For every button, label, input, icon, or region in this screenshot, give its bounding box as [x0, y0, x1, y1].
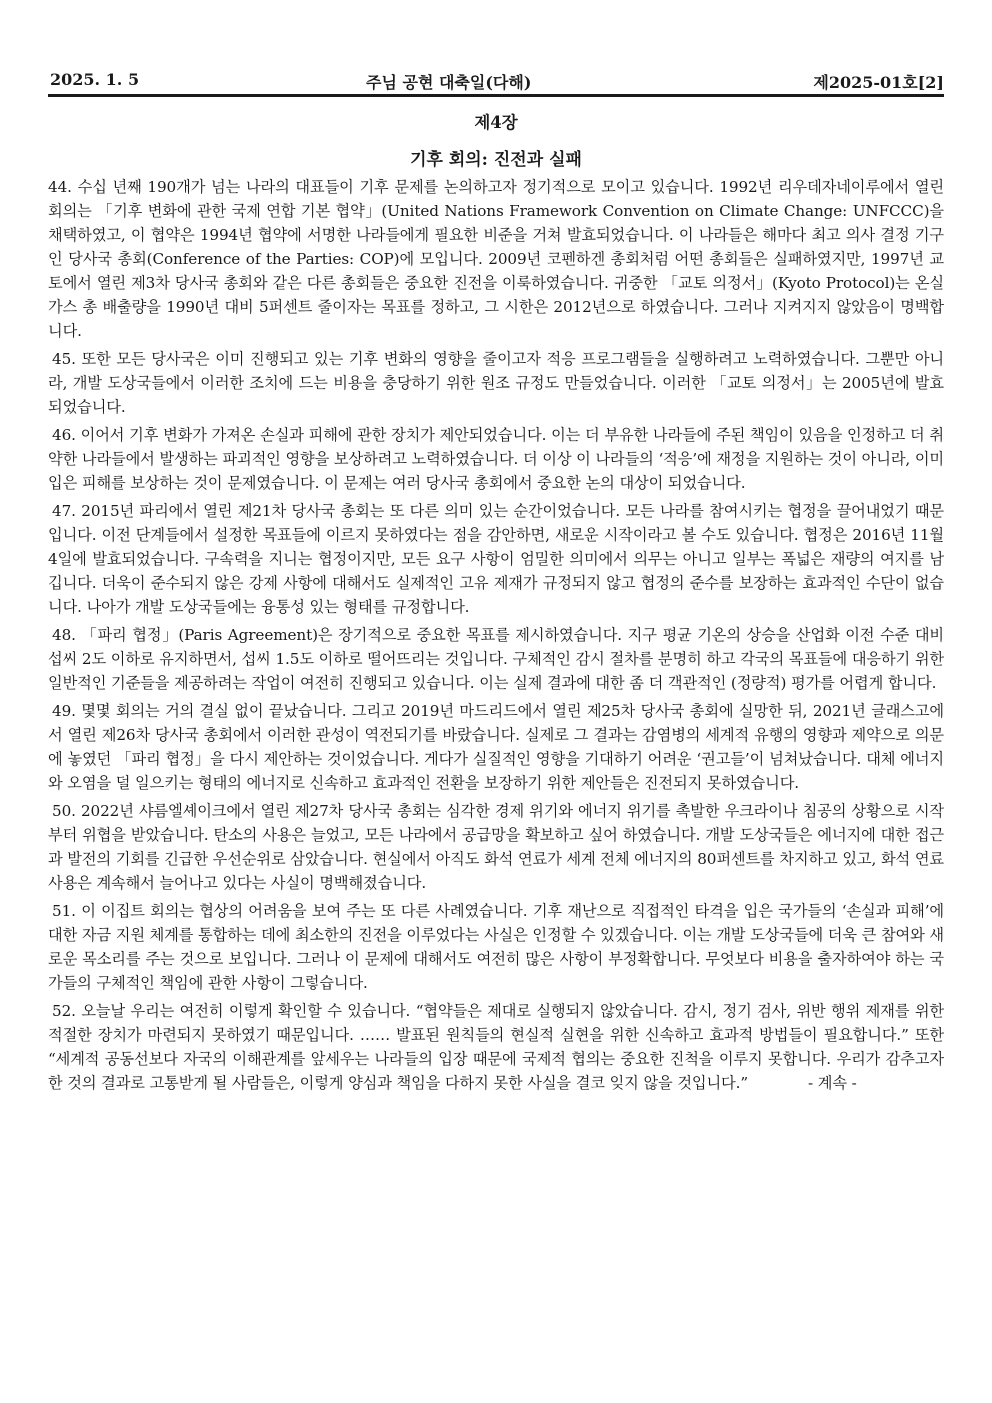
paragraph-44: 44. 수십 년째 190개가 넘는 나라의 대표들이 기후 문제를 논의하고자 정기적으로 모이고 있습니다. 1992년 리우데자네이루에서 열린 회의는 「기후 변화에 관한 국제 연합 기본 협약」(United Nations Framework Convention on Climate Change: UNFCCC)을 채택하였고, 이 협약은 1994년 협약에 서명한 나라들에게 필요한 비준을 거쳐 발효되었습니다. 이 나라들은 해마다 최고 의사 결정 기구인 당사국 총회(Conference of the Parties: COP)에 모입니다. 2009년 코펜하겐 총회처럼 어떤 총회들은 실패하였지만, 1997년 교토에서 열린 제3차 당사국 총회와 같은 다른 총회들은 중요한 진전을 이룩하였습니다. 귀중한 「교토 의정서」(Kyoto Protocol)는 온실가스 총 배출량을 1990년 대비 5퍼센트 줄이자는 목표를 정하고, 그 시한은 2012년으로 하였습니다. 그러나 지켜지지 않았음이 명백합니다.	[48, 178, 944, 340]
paragraph-45: 45. 또한 모든 당사국은 이미 진행되고 있는 기후 변화의 영향을 줄이고자 적응 프로그램들을 실행하려고 노력하였습니다. 그뿐만 아니라, 개발 도상국들에서 이러한 조치에 드는 비용을 충당하기 위한 원조 규정도 만들었습니다. 이러한 「교토 의정서」는 2005년에 발효되었습니다.	[48, 350, 944, 416]
header-issue-number: 제2025-01호[2]	[813, 73, 944, 92]
header-title: 주님 공현 대축일(다해)	[366, 73, 532, 92]
continued-marker: - 계속 -	[808, 1074, 857, 1092]
chapter-heading: 제4장	[474, 113, 518, 132]
bulletin-page	[48, 68, 944, 1099]
bulletin-header	[48, 68, 944, 97]
paragraph-52	[48, 999, 944, 1095]
paragraph-46: 46. 이어서 기후 변화가 가져온 손실과 피해에 관한 장치가 제안되었습니다. 이는 더 부유한 나라들에 주된 책임이 있음을 인정하고 더 취약한 나라들에서 발생하는 파괴적인 영향을 보상하려고 노력하였습니다. 더 이상 이 나라들의 ‘적응’에 재정을 지원하는 것이 아니라, 이미 입은 피해를 보상하는 것이 문제였습니다. 이 문제는 여러 당사국 총회에서 중요한 논의 대상이 되었습니다.	[48, 426, 944, 492]
paragraph-47: 47. 2015년 파리에서 열린 제21차 당사국 총회는 또 다른 의미 있는 순간이었습니다. 모든 나라를 참여시키는 협정을 끌어내었기 때문입니다. 이전 단계들에서 설정한 목표들에 이르지 못하였다는 점을 감안하면, 새로운 시작이라고 볼 수도 있습니다. 협정은 2016년 11월 4일에 발효되었습니다. 구속력을 지니는 협정이지만, 모든 요구 사항이 엄밀한 의미에서 의무는 아니고 일부는 폭넓은 재량의 여지를 남깁니다. 더욱이 준수되지 않은 강제 사항에 대해서도 실제적인 고유 제재가 규정되지 않고 협정의 준수를 보장하는 효과적인 수단이 없습니다. 나아가 개발 도상국들에는 융통성 있는 형태를 규정합니다.	[48, 502, 944, 616]
chapter-title: 기후 회의: 진전과 실패	[410, 150, 582, 170]
document-body	[48, 175, 944, 1095]
paragraph-52-text: 52. 오늘날 우리는 여전히 이렇게 확인할 수 있습니다. “협약들은 제대로 실행되지 않았습니다. 감시, 정기 검사, 위반 행위 제재를 위한 적절한 장치가 마련되지 못하였기 때문입니다. …… 발표된 원칙들의 현실적 실현을 위한 신속하고 효과적 방법들이 필요합니다.” 또한 “세계적 공동선보다 자국의 이해관계를 앞세우는 나라들의 입장 때문에 국제적 협의는 중요한 진척을 이루지 못합니다. 우리가 감추고자 한 것의 결과로 고통받게 될 사람들은, 이렇게 양심과 책임을 다하지 못한 사실을 결코 잊지 않을 것입니다.”	[48, 1002, 944, 1092]
paragraph-48: 48. 「파리 협정」(Paris Agreement)은 장기적으로 중요한 목표를 제시하였습니다. 지구 평균 기온의 상승을 산업화 이전 수준 대비 섭씨 2도 이하로 유지하면서, 섭씨 1.5도 이하로 떨어뜨리는 것입니다. 구체적인 감시 절차를 분명히 하고 각국의 목표들에 대응하기 위한 일반적인 기준들을 제공하려는 작업이 여전히 진행되고 있습니다. 이는 실제 결과에 대한 좀 더 객관적인 (정량적) 평가를 어렵게 합니다.	[48, 626, 944, 692]
paragraph-49: 49. 몇몇 회의는 거의 결실 없이 끝났습니다. 그리고 2019년 마드리드에서 열린 제25차 당사국 총회에 실망한 뒤, 2021년 글래스고에서 열린 제26차 당사국 총회에서 이러한 관성이 역전되기를 바랐습니다. 실제로 그 결과는 감염병의 세계적 유행의 영향과 제약으로 의문에 놓였던 「파리 협정」을 다시 제안하는 것이었습니다. 게다가 실질적인 영향을 기대하기 어려운 ‘권고들’이 넘쳐났습니다. 대체 에너지와 오염을 덜 일으키는 형태의 에너지로 신속하고 효과적인 전환을 보장하기 위한 제안들은 진전되지 못하였습니다.	[48, 702, 944, 792]
header-date: 2025. 1. 5	[50, 70, 140, 89]
paragraph-50: 50. 2022년 샤름엘셰이크에서 열린 제27차 당사국 총회는 심각한 경제 위기와 에너지 위기를 촉발한 우크라이나 침공의 상황으로 시작부터 위협을 받았습니다. 탄소의 사용은 늘었고, 모든 나라에서 공급망을 확보하고 싶어 하였습니다. 개발 도상국들은 에너지에 대한 접근과 발전의 기회를 긴급한 우선순위로 삼았습니다. 현실에서 아직도 화석 연료가 세계 전체 에너지의 80퍼센트를 차지하고 있고, 화석 연료 사용은 계속해서 늘어나고 있다는 사실이 명백해졌습니다.	[48, 802, 944, 892]
paragraph-51: 51. 이 이집트 회의는 협상의 어려움을 보여 주는 또 다른 사례였습니다. 기후 재난으로 직접적인 타격을 입은 국가들의 ‘손실과 피해’에 대한 자금 지원 체계를 통합하는 데에 최소한의 진전을 이루었다는 사실은 인정할 수 있겠습니다. 이는 개발 도상국들에 더욱 큰 참여와 새로운 목소리를 주는 것으로 보입니다. 그러나 이 문제에 대해서도 여전히 많은 사항이 부정확합니다. 무엇보다 비용을 출자하여야 하는 국가들의 구체적인 책임에 관한 사항이 그렇습니다.	[48, 902, 944, 992]
